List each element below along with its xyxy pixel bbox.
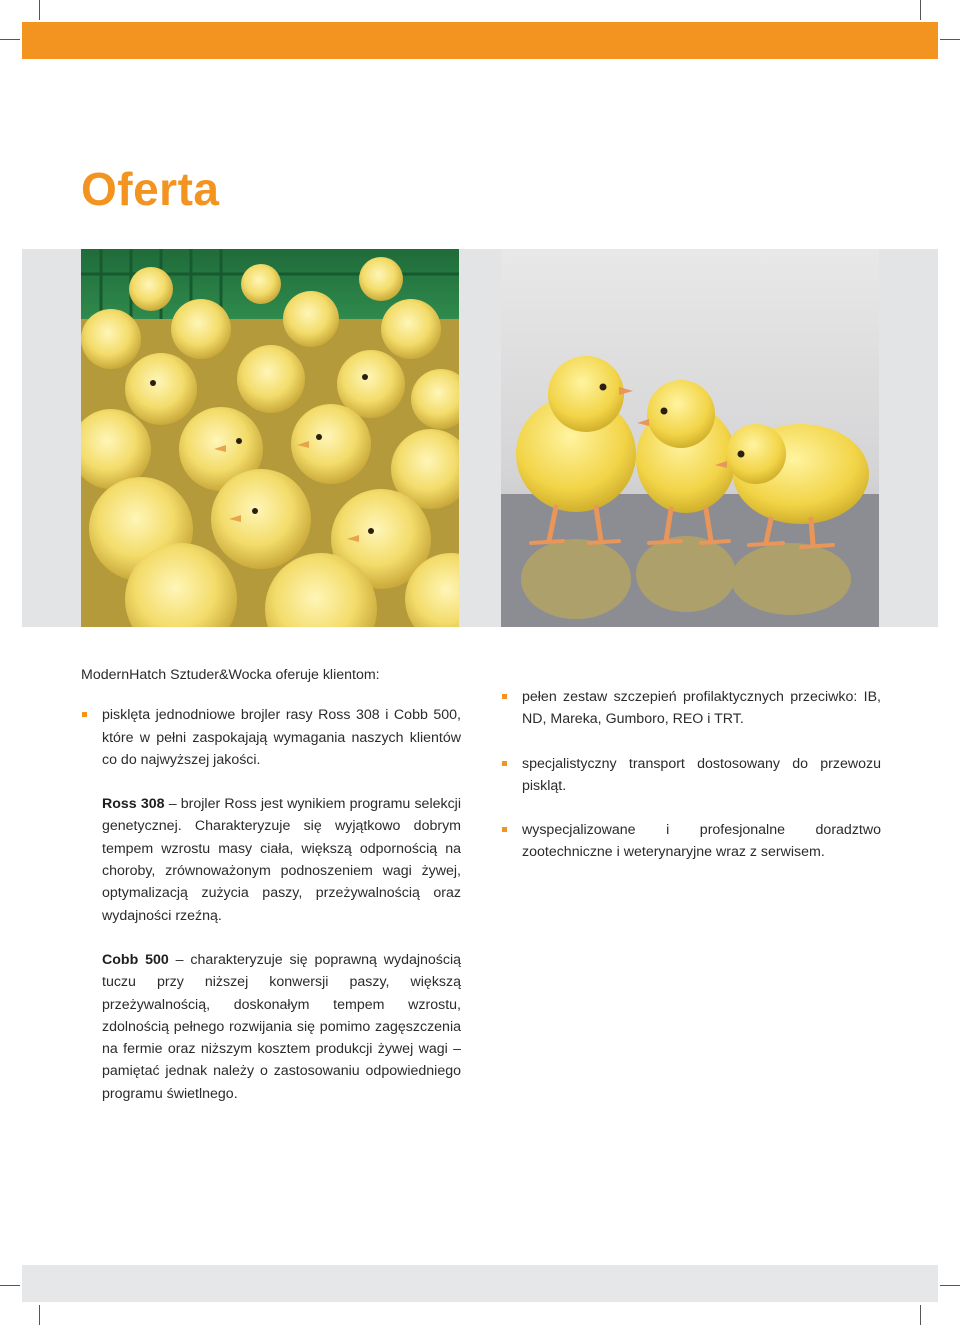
crop-mark	[920, 0, 921, 20]
crop-mark	[0, 39, 20, 40]
ross-description	[81, 793, 461, 927]
bullet-transport: specjalistyczny transport dostosowany do przewozu piskląt.	[501, 753, 881, 798]
cobb-name: Cobb 500	[102, 951, 169, 968]
crop-mark	[0, 1285, 20, 1286]
bullet-advice: wyspecjalizowane i profesjonalne doradztwo zootechniczne i weterynaryjne wraz z serwisem.	[501, 819, 881, 864]
ross-name: Ross 308	[102, 796, 165, 813]
right-column	[501, 686, 881, 864]
cobb-text: – charakteryzuje się poprawną wydajnością tuczu przy niższej konwersji paszy, większą przeżywalnością, doskonałym tempem wzrostu, zdolnością pełnego rozwijania się pomimo zagęszczenia na fermie oraz niższym kosztem produkcji żywej wagi – pamiętać jednak należy o zastosowaniu odpowiedniego programu świetlnego.	[102, 951, 462, 1102]
bullet-chicks: pisklęta jednodniowe brojler rasy Ross 308 i Cobb 500, które w pełni zaspokajają wymagania naszych klientów co do najwyższej jakości.	[81, 704, 461, 771]
cobb-description	[81, 949, 461, 1105]
intro-text: ModernHatch Sztuder&Wocka oferuje klientom:	[81, 667, 380, 683]
three-chicks-photo	[501, 249, 879, 627]
crop-mark	[940, 1285, 960, 1286]
bullet-vaccines: pełen zestaw szczepień profilaktycznych przeciwko: IB, ND, Mareka, Gumboro, REO i TRT.	[501, 686, 881, 731]
footer-band	[22, 1265, 938, 1302]
crop-mark	[920, 1305, 921, 1325]
crop-mark	[39, 0, 40, 20]
ross-text: – brojler Ross jest wynikiem programu selekcji genetycznej. Charakteryzuje się wyjątkowo dobrym tempem wzrostu masy ciała, większą odpornością na choroby, zrównoważonym podnoszeniem wagi żywej, optymalizacją zużycia paszy, przeżywalnością oraz wydajności rzeźną.	[102, 796, 461, 924]
chicks-crowd-photo	[81, 249, 459, 627]
header-band	[22, 22, 938, 59]
crop-mark	[940, 39, 960, 40]
left-column	[81, 664, 461, 1105]
page-title: Oferta	[81, 163, 220, 215]
crop-mark	[39, 1305, 40, 1325]
